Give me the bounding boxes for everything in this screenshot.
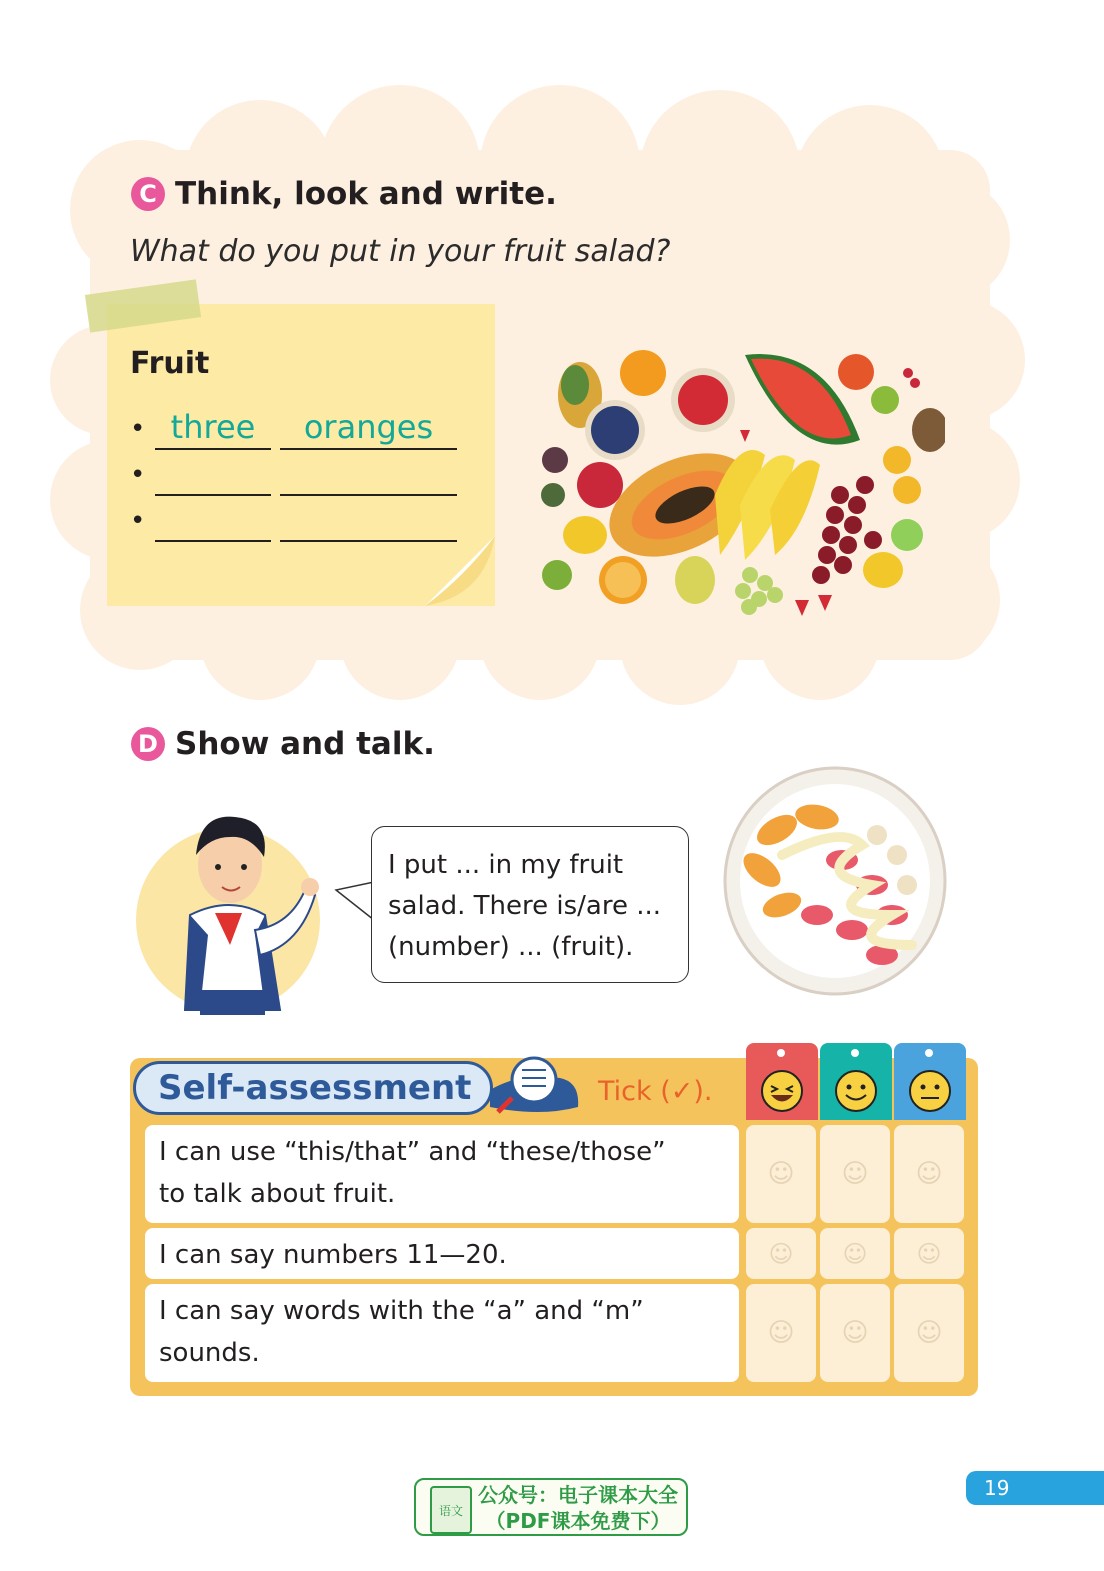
fruit-blank-1[interactable]: oranges (280, 408, 457, 450)
tick-cell-r2-neutral[interactable] (894, 1228, 964, 1279)
faint-neutral-face-icon: ☺ (915, 1318, 943, 1348)
faint-neutral-face-icon: ☺ (916, 1239, 942, 1268)
wechat-watermark-stamp (414, 1478, 688, 1536)
fruit-salad-plate-image (722, 765, 948, 997)
section-d-title: Show and talk. (175, 726, 435, 762)
tick-cell-r2-grinning[interactable] (746, 1228, 816, 1279)
speech-bubble-tail (334, 880, 376, 926)
section-c-title: Think, look and write. (175, 176, 557, 212)
tick-cell-r3-grinning[interactable] (746, 1284, 816, 1382)
grinning-face-icon (759, 1068, 805, 1114)
fruit-blank-3[interactable] (280, 500, 457, 542)
section-c-badge: C (131, 177, 165, 211)
statement-3-line-2: sounds. (159, 1338, 260, 1368)
tick-cell-r3-neutral[interactable] (894, 1284, 964, 1382)
statement-row-1 (145, 1125, 739, 1223)
page-number: 19 (966, 1471, 1104, 1505)
number-blank-1[interactable]: three (155, 408, 271, 450)
statement-row-2 (145, 1228, 739, 1279)
book-logo-icon: 语文 (430, 1486, 472, 1534)
tick-cell-r2-smiling[interactable] (820, 1228, 890, 1279)
tick-cell-r1-grinning[interactable] (746, 1125, 816, 1223)
tick-cell-r1-smiling[interactable] (820, 1125, 890, 1223)
bubble-line-3: (number) ... (fruit). (388, 932, 634, 962)
checklist-magnifier-icon (490, 1052, 580, 1120)
tick-cell-r3-smiling[interactable] (820, 1284, 890, 1382)
tag-hole (925, 1049, 933, 1057)
number-blank-3[interactable] (155, 500, 271, 542)
speech-bubble (371, 826, 689, 983)
bullet-1: • (130, 414, 146, 444)
number-blank-2[interactable] (155, 454, 271, 496)
watermark-line-2: （PDF课本免费下） (485, 1509, 671, 1533)
section-d-badge: D (131, 727, 165, 761)
statement-3-line-1: I can say words with the “a” and “m” (159, 1296, 644, 1326)
section-d-heading (131, 726, 435, 762)
statement-2-line-1: I can say numbers 11—20. (159, 1240, 507, 1270)
faint-smiling-face-icon: ☺ (842, 1239, 868, 1268)
bullet-3: • (130, 506, 146, 536)
fruit-assortment-image (535, 345, 945, 625)
note-fold-corner (425, 536, 495, 606)
faint-grinning-face-icon: ☺ (767, 1318, 795, 1348)
section-c-question: What do you put in your fruit salad? (130, 234, 671, 269)
tag-hole (851, 1049, 859, 1057)
watermark-line-1: 公众号：电子课本大全 (478, 1483, 678, 1507)
self-assessment-title: Self-assessment (133, 1061, 493, 1115)
tag-hole (777, 1049, 785, 1057)
statement-1-line-2: to talk about fruit. (159, 1179, 396, 1209)
card-title: Fruit (130, 346, 210, 381)
statement-1-line-1: I can use “this/that” and “these/those” (159, 1137, 666, 1167)
statement-row-3 (145, 1284, 739, 1382)
smiling-face-icon (833, 1068, 879, 1114)
boy-pointing-illustration (130, 795, 330, 1020)
bubble-line-2: salad. There is/are ... (388, 891, 662, 921)
faint-grinning-face-icon: ☺ (768, 1239, 794, 1268)
tick-instruction: Tick (✓). (598, 1076, 713, 1107)
bullet-2: • (130, 460, 146, 490)
section-c-heading (131, 176, 557, 212)
faint-smiling-face-icon: ☺ (841, 1318, 869, 1348)
faint-grinning-face-icon: ☺ (767, 1159, 795, 1189)
neutral-face-icon (907, 1068, 953, 1114)
tick-cell-r1-neutral[interactable] (894, 1125, 964, 1223)
bubble-line-1: I put ... in my fruit (388, 850, 624, 880)
fruit-blank-2[interactable] (280, 454, 457, 496)
faint-smiling-face-icon: ☺ (841, 1159, 869, 1189)
faint-neutral-face-icon: ☺ (915, 1159, 943, 1189)
